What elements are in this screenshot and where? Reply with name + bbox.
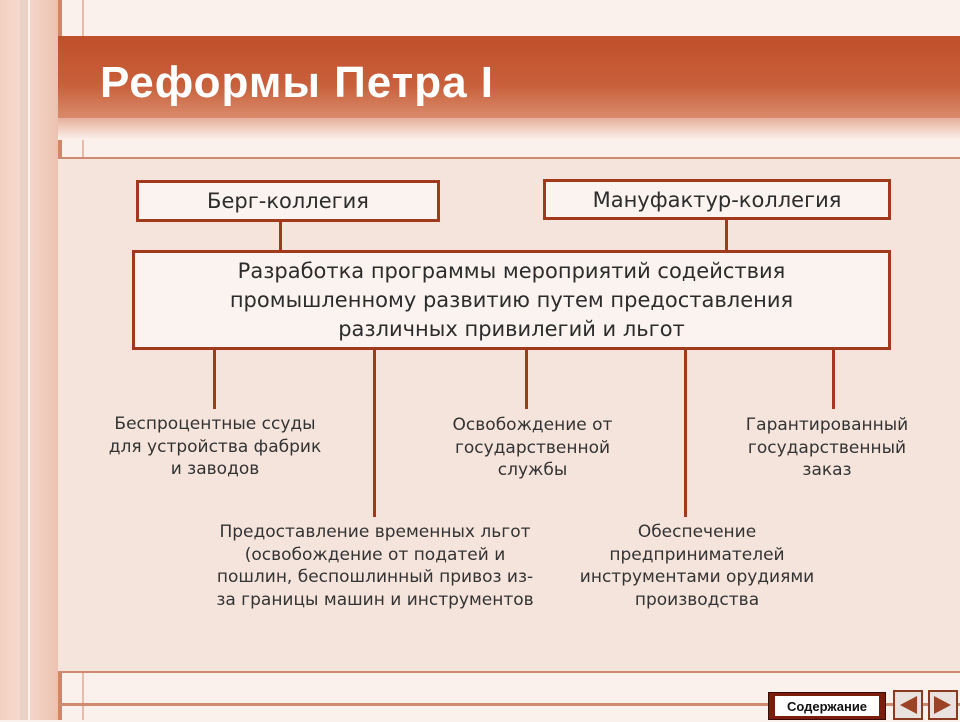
measure-service-exemption [430, 414, 635, 482]
contents-button[interactable] [768, 692, 886, 720]
contents-button-face [775, 696, 879, 716]
measure-line: производства [634, 589, 760, 610]
page-title: Реформы Петра I [100, 58, 495, 107]
connector-measure-loans [213, 350, 216, 409]
title-band-fade [58, 118, 960, 140]
measure-line: Освобождение от [452, 415, 613, 435]
measure-line: службы [497, 460, 568, 480]
triangle-left-icon [895, 692, 921, 718]
berg-collegium-label: Берг-коллегия [207, 189, 369, 213]
measure-state-order [722, 414, 932, 482]
measure-line: заказ [802, 460, 852, 480]
measure-line: предпринимателей [609, 544, 785, 565]
next-slide-button[interactable] [928, 690, 958, 720]
measure-temporary-benefits [175, 521, 575, 611]
manufaktur-collegium-box [543, 179, 891, 220]
berg-collegium-box [136, 180, 440, 222]
program-line: Разработка программы мероприятий содействия [237, 258, 786, 283]
contents-button-label: Содержание [786, 698, 868, 714]
measure-line: инструментами орудиями [579, 567, 815, 587]
measure-line: Беспроцентные ссуды [114, 414, 316, 434]
measure-line: для устройства фабрик [108, 436, 322, 457]
connector-manufaktur [725, 220, 728, 250]
measure-line: и заводов [170, 459, 260, 479]
program-line: промышленному развитию путем предоставления [229, 287, 794, 312]
previous-slide-button[interactable] [893, 690, 923, 720]
measure-line: государственной [454, 437, 611, 458]
measure-tools-provision [552, 521, 842, 611]
program-box [132, 250, 891, 350]
left-highlight-line [28, 0, 30, 720]
connector-berg [279, 222, 282, 250]
triangle-right-icon [930, 692, 956, 718]
measure-line: государственный [747, 437, 907, 458]
left-decorative-line [20, 0, 28, 720]
connector-measure-order [832, 350, 835, 409]
program-line: различных привилегий и льгот [338, 316, 685, 341]
measure-line: пошлин, беспошлинный привоз из- [216, 567, 534, 587]
connector-measure-service [525, 350, 528, 409]
connector-measure-temp-benefits [373, 350, 376, 517]
measure-line: за границы машин и инструментов [216, 589, 534, 610]
connector-measure-tools [684, 350, 687, 517]
measure-line: Обеспечение [637, 522, 757, 542]
manufaktur-collegium-label: Мануфактур-коллегия [592, 187, 842, 212]
measure-line: Гарантированный [745, 415, 909, 435]
program-text [230, 257, 793, 344]
measure-line: Предоставление временных льгот [219, 522, 531, 542]
measure-interest-free-loans [95, 413, 335, 481]
measure-line: (освобождение от податей и [244, 544, 506, 565]
